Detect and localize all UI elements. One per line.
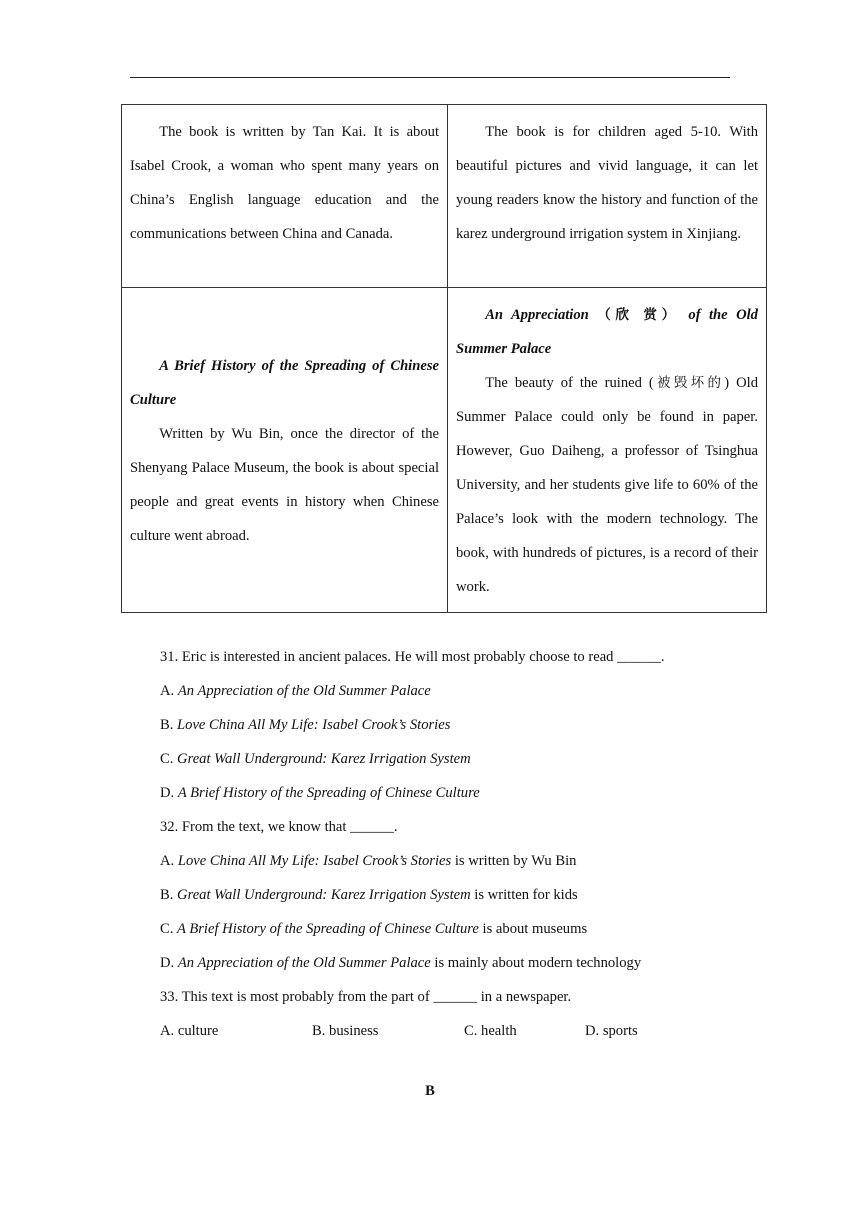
table-row [122, 288, 767, 613]
option-31-c [160, 742, 760, 776]
book-table [121, 104, 767, 613]
option-letter: C. [160, 751, 178, 767]
book-description: The book is for children aged 5-10. With beautiful pictures and vivid language, it can let young readers know the history and function of the karez underground irrigation system in Xinjiang. [456, 124, 758, 242]
description-chinese: 被毁坏的 [653, 375, 725, 391]
option-letter: D. [160, 785, 178, 801]
option-title: An Appreciation of the Old Summer Palace [177, 955, 431, 971]
option-letter: A. [160, 853, 178, 869]
option-letter: D. [160, 955, 178, 971]
option-title: A Brief History of the Spreading of Chinese Culture [177, 921, 479, 937]
option-text: An Appreciation of the Old Summer Palace [177, 683, 431, 699]
option-text: is mainly about modern technology [430, 955, 642, 971]
option-31-d [160, 776, 760, 810]
table-row [122, 105, 767, 288]
question-32: 32. From the text, we know that ______. [160, 819, 398, 835]
book-description: Written by Wu Bin, once the director of the Shenyang Palace Museum, the book is about special people and great events in history when Chinese culture went abroad. [130, 426, 439, 544]
description-part: The beauty of the ruined ( [485, 375, 654, 391]
option-text: A Brief History of the Spreading of Chinese Culture [177, 785, 480, 801]
book-title-part: An Appreciation [485, 307, 589, 323]
option-33-d: D. sports [585, 1023, 638, 1039]
option-31-a [160, 674, 760, 708]
question-31: 31. Eric is interested in ancient palaces. He will most probably choose to read ______. [160, 649, 665, 665]
option-letter: A. [160, 683, 178, 699]
book-title: A Brief History of the Spreading of Chinese Culture [130, 358, 439, 408]
option-title: Great Wall Underground: Karez Irrigation System [177, 887, 471, 903]
option-text: is written for kids [470, 887, 578, 903]
book-title-part: of the Old Summer Palace [456, 307, 758, 357]
book-title-chinese: （欣 赏） [597, 307, 680, 323]
book-cell-brief-history [122, 288, 448, 613]
book-cell-old-summer-palace [448, 288, 767, 613]
option-letter: C. [160, 921, 178, 937]
option-33-c: C. health [464, 1023, 517, 1039]
book-description: The book is written by Tan Kai. It is about Isabel Crook, a woman who spent many years on China’s English language education and the communications between China and Canada. [130, 124, 439, 242]
option-33-b: B. business [312, 1023, 379, 1039]
option-32-a [160, 844, 760, 878]
book-cell-karez [448, 105, 767, 288]
option-text: Love China All My Life: Isabel Crook’s Stories [177, 717, 451, 733]
description-part: ) Old Summer Palace could only be found in paper. However, Guo Daiheng, a professor of Tsinghua University, and her students give life to 60% of the Palace’s look with the modern technology. The book, with hundreds of pictures, is a record of their work. [456, 375, 758, 595]
option-title: Love China All My Life: Isabel Crook’s Stories [177, 853, 452, 869]
option-text: is written by Wu Bin [451, 853, 577, 869]
option-31-b [160, 708, 760, 742]
book-cell-isabel-crook [122, 105, 448, 288]
book-description [456, 366, 758, 604]
option-text: is about museums [478, 921, 588, 937]
option-32-d [160, 946, 760, 980]
book-title [456, 298, 758, 366]
option-32-b [160, 878, 760, 912]
option-letter: B. [160, 887, 178, 903]
header-rule [130, 77, 730, 78]
section-heading-b: B [425, 1083, 435, 1099]
question-33: 33. This text is most probably from the part of ______ in a newspaper. [160, 989, 572, 1005]
option-text: Great Wall Underground: Karez Irrigation System [177, 751, 471, 767]
option-33-a: A. culture [160, 1023, 219, 1039]
questions-block [160, 640, 760, 1048]
options-33 [160, 1014, 760, 1048]
option-letter: B. [160, 717, 178, 733]
option-32-c [160, 912, 760, 946]
